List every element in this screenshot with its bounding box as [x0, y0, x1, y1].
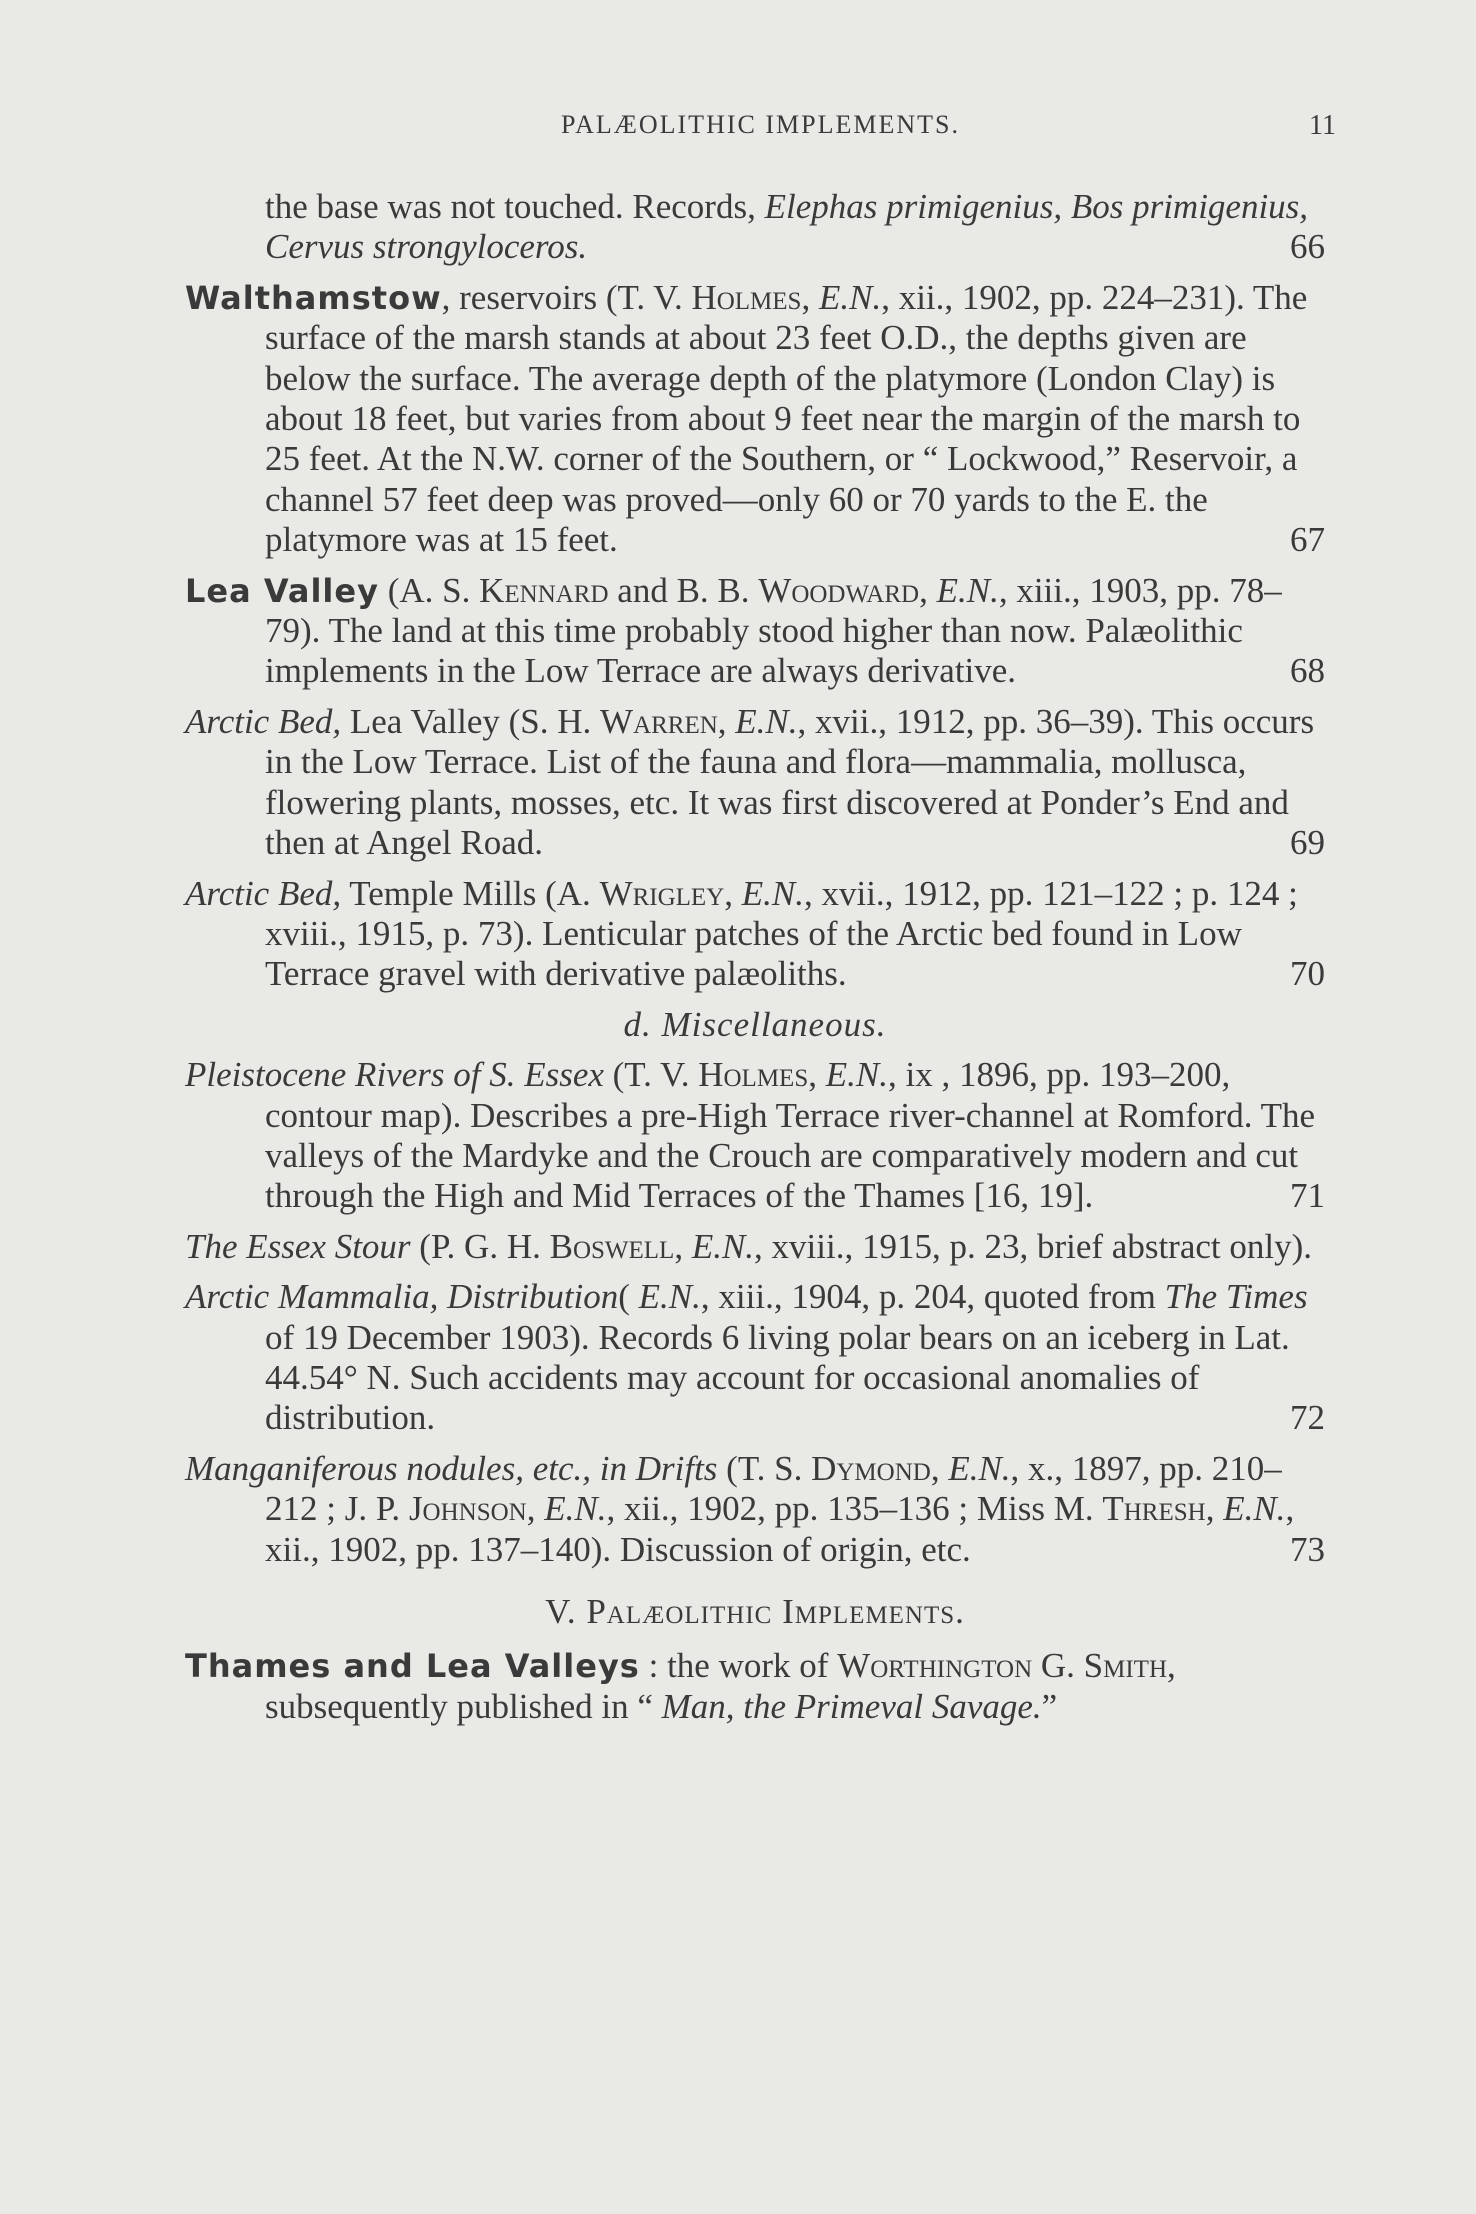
entry-essex-stour: The Essex Stour (P. G. H. Boswell, E.N., xviii., 1915, p. 23, brief abstract only).	[185, 1226, 1312, 1266]
entry-71: Pleistocene Rivers of S. Essex (T. V. Holmes, E.N., ix , 1896, pp. 193–200, contour map). Describes a pre-High Terrace river-channel at Romford. The valleys of the Mardyke and the Crouch are comparatively modern and cut through the High and Mid Terraces of the Thames [16, 19]. 71	[185, 1055, 1325, 1216]
author-name: Boswell	[549, 1226, 675, 1266]
entry-text: the base was not touched. Records,	[265, 187, 765, 226]
entry-number: 72	[1290, 1398, 1325, 1438]
author-name: Thresh	[1102, 1489, 1206, 1529]
entry-67: Walthamstow, reservoirs (T. V. Holmes, E.N., xii., 1902, pp. 224–231). The surface of the marsh stands at about 23 feet O.D., the depths given are below the surface. The average depth of the platymore (London Clay) is about 18 feet, but varies from about 9 feet near the margin of the marsh to 25 feet. At the N.W. corner of the Southern, or “ Lockwood,” Reservoir, a channel 57 feet deep was proved—only 60 or 70 yards to the E. the platymore was at 15 feet. 67	[185, 277, 1325, 560]
author-name: Holmes	[698, 1055, 809, 1095]
species-list: Elephas primigenius, Bos primigenius, Cervus strongyloceros.	[265, 187, 1309, 267]
entry-69: Arctic Bed, Lea Valley (S. H. Warren, E.N., xvii., 1912, pp. 36–39). This occurs in the Low Terrace. List of the fauna and flora—mammalia, mollusca, flowering plants, mosses, etc. It was first discovered at Ponder’s End and then at Angel Road. 69	[185, 701, 1325, 863]
journal-abbrev: E.N.	[741, 873, 804, 913]
entry-73: Manganiferous nodules, etc., in Drifts (T. S. Dymond, E.N., x., 1897, pp. 210–212 ; J. P. Johnson, E.N., xii., 1902, pp. 135–136 ; Miss M. Thresh, E.N., xii., 1902, pp. 137–140). Discussion of origin, etc. 73	[185, 1448, 1325, 1569]
section-heading-miscellaneous: d. Miscellaneous.	[623, 1004, 887, 1044]
entry-heading: Arctic Mammalia, Distribution	[185, 1277, 619, 1317]
author-name: Johnson	[408, 1489, 527, 1529]
running-head	[185, 110, 1336, 150]
journal-abbrev: E.N.	[544, 1489, 607, 1529]
journal-abbrev: E.N.	[735, 701, 798, 741]
entry-number: 67	[1290, 520, 1325, 560]
journal-abbrev: E.N.	[825, 1055, 888, 1095]
entry-heading: Arctic Bed,	[185, 701, 342, 741]
author-name: Woodward	[758, 570, 920, 610]
author-name: Warren	[600, 701, 718, 741]
entry-66	[185, 187, 1325, 268]
entry-heading: Manganiferous nodules, etc., in Drifts	[185, 1448, 718, 1488]
journal-abbrev: E.N.	[691, 1226, 755, 1266]
journal-abbrev: E.N.	[1223, 1489, 1286, 1529]
entry-70: Arctic Bed, Temple Mills (A. Wrigley, E.N., xvii., 1912, pp. 121–122 ; p. 124 ; xviii., 1915, p. 73). Lenticular patches of the Arctic bed found in Low Terrace gravel with derivative palæoliths. 70	[185, 873, 1325, 994]
newspaper-title: The Times	[1164, 1277, 1308, 1317]
entry-68: Lea Valley (A. S. Kennard and B. B. Woodward, E.N., xiii., 1903, pp. 78–79). The land at this time probably stood higher than now. Palæolithic implements in the Low Terrace are always derivative. 68	[185, 570, 1325, 691]
author-name: Smith	[1083, 1646, 1168, 1686]
entry-number: 69	[1290, 823, 1325, 863]
journal-abbrev: E.N.	[638, 1277, 701, 1317]
text-block	[185, 187, 1325, 1737]
entry-72: Arctic Mammalia, Distribution( E.N., xiii., 1904, p. 204, quoted from The Times of 19 December 1903). Records 6 living polar bears on an iceberg in Lat. 44.54° N. Such accidents may account for occasional anomalies of distribution. 72	[185, 1277, 1325, 1438]
author-name: Worthington	[837, 1646, 1033, 1686]
entry-heading: Arctic Bed,	[185, 873, 342, 913]
journal-abbrev: E.N.	[818, 277, 882, 317]
running-title: PALÆOLITHIC IMPLEMENTS.	[561, 110, 960, 139]
entry-number: 71	[1290, 1176, 1325, 1216]
author-name: Holmes	[691, 277, 802, 317]
entry-thames-lea: Thames and Lea Valleys : the work of Worthington G. Smith, subsequently published in “ Man, the Primeval Savage.”	[185, 1646, 1176, 1726]
book-title: Man, the Primeval Savage.	[661, 1686, 1042, 1726]
entry-number: 70	[1290, 954, 1325, 994]
entry-heading: Thames and Lea Valleys	[185, 1647, 640, 1686]
entry-heading: Lea Valley	[185, 571, 379, 610]
entry-number: 68	[1290, 651, 1325, 691]
author-name: Wrigley	[599, 873, 725, 913]
journal-abbrev: E.N.	[936, 570, 999, 610]
entry-heading: Walthamstow	[185, 278, 442, 317]
page-number: 11	[1309, 110, 1336, 141]
entry-heading: The Essex Stour	[185, 1226, 411, 1266]
entry-number: 73	[1290, 1529, 1325, 1569]
journal-abbrev: E.N.	[948, 1448, 1011, 1488]
entry-heading: Pleistocene Rivers of S. Essex	[185, 1055, 604, 1095]
author-name: Kennard	[479, 570, 609, 610]
entry-number: 66	[1290, 227, 1325, 267]
section-heading-palaeolithic-implements: V. Palæolithic Implements.	[545, 1592, 965, 1631]
author-name: Dymond	[811, 1448, 931, 1488]
